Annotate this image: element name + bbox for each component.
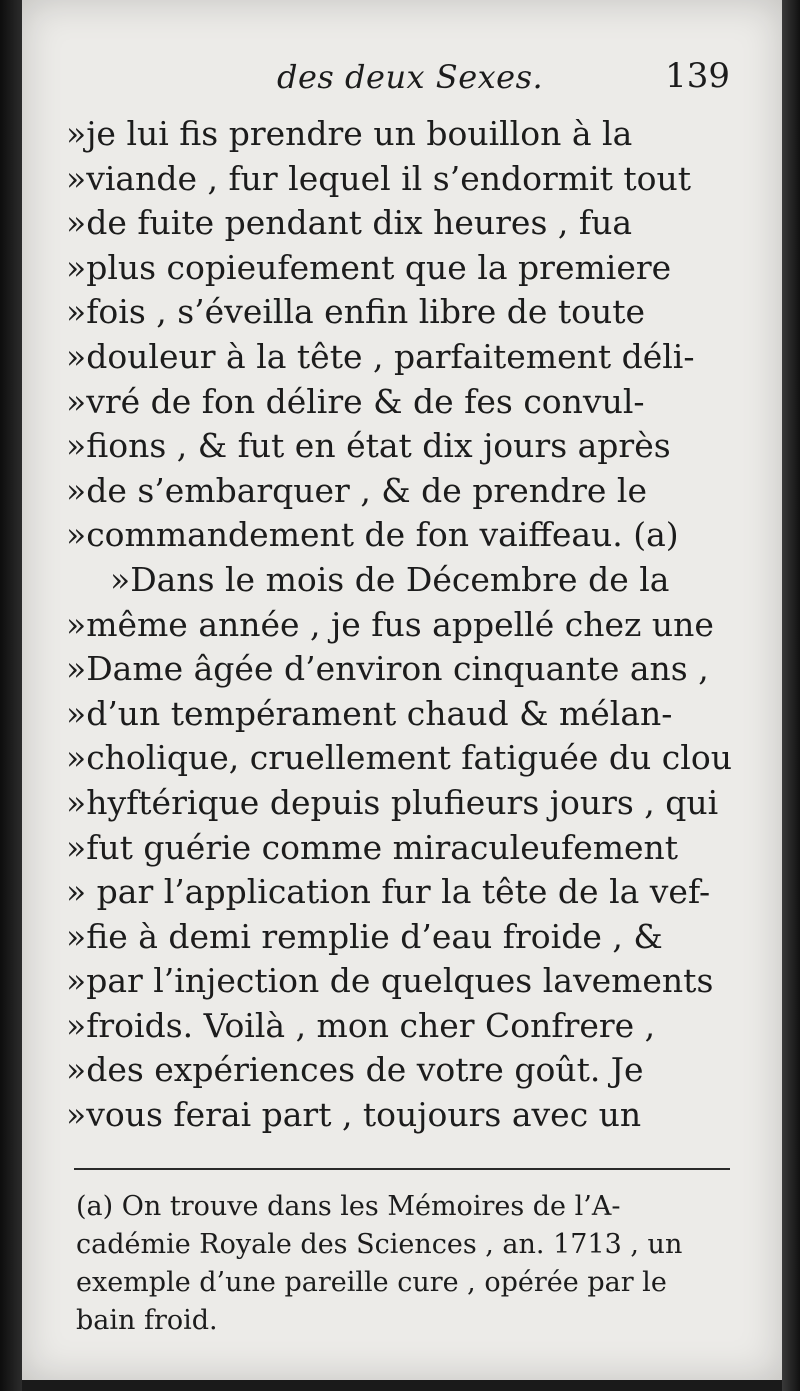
book-page (22, 0, 782, 1380)
text-line: »commandement de fon vaiffeau. (a) (66, 515, 679, 555)
text-line: »je lui fis prendre un bouillon à la (66, 114, 633, 153)
text-line: »vré de fon délire & de fes convul- (66, 381, 645, 421)
text-line: »hyftérique depuis plufieurs jours , qui (66, 782, 719, 822)
text-line: »fut guérie comme miraculeufement (66, 827, 679, 867)
text-line: »vous ferai part , toujours avec un (66, 1095, 642, 1135)
body-text (66, 112, 734, 1138)
text-line: »Dame âgée d’environ cinquante ans , (66, 649, 709, 689)
text-line: »douleur à la tête , parfaitement déli- (66, 336, 695, 376)
footnote-line: bain froid. (76, 1305, 218, 1336)
footnote-line: exemple d’une pareille cure , opérée par le (76, 1267, 667, 1298)
text-line: »de fuite pendant dix heures , fua (66, 203, 633, 243)
footnote-line: (a) On trouve dans les Mémoires de l’A- (76, 1191, 621, 1222)
text-line: »fie à demi remplie d’eau froide , & (66, 916, 663, 956)
text-line: »des expériences de votre goût. Je (66, 1050, 644, 1090)
page-header (22, 58, 782, 102)
scan-right-edge (782, 0, 800, 1391)
scan-left-edge (0, 0, 22, 1391)
text-line: »par l’injection de quelques lavements (66, 961, 714, 1001)
footnote-divider (74, 1168, 730, 1170)
footnote (76, 1188, 732, 1340)
text-line: » par l’application fur la tête de la vef- (66, 872, 711, 912)
footnote-line: cadémie Royale des Sciences , an. 1713 , un (76, 1229, 683, 1260)
page-number: 139 (665, 56, 730, 96)
text-line: »fions , & fut en état dix jours après (66, 426, 671, 466)
text-line: »cholique, cruellement fatiguée du clou (66, 738, 732, 778)
text-line: »Dans le mois de Décembre de la (110, 559, 670, 599)
text-line: »viande , fur lequel il s’endormit tout (66, 158, 692, 198)
text-line: »froids. Voilà , mon cher Confrere , (66, 1005, 656, 1045)
text-line: »même année , je fus appellé chez une (66, 604, 714, 644)
running-title: des deux Sexes. (277, 58, 544, 96)
text-line: »plus copieufement que la premiere (66, 247, 672, 287)
text-line: »d’un tempérament chaud & mélan- (66, 693, 673, 733)
text-line: »fois , s’éveilla enfin libre de toute (66, 292, 646, 332)
text-line: »de s’embarquer , & de prendre le (66, 470, 647, 510)
